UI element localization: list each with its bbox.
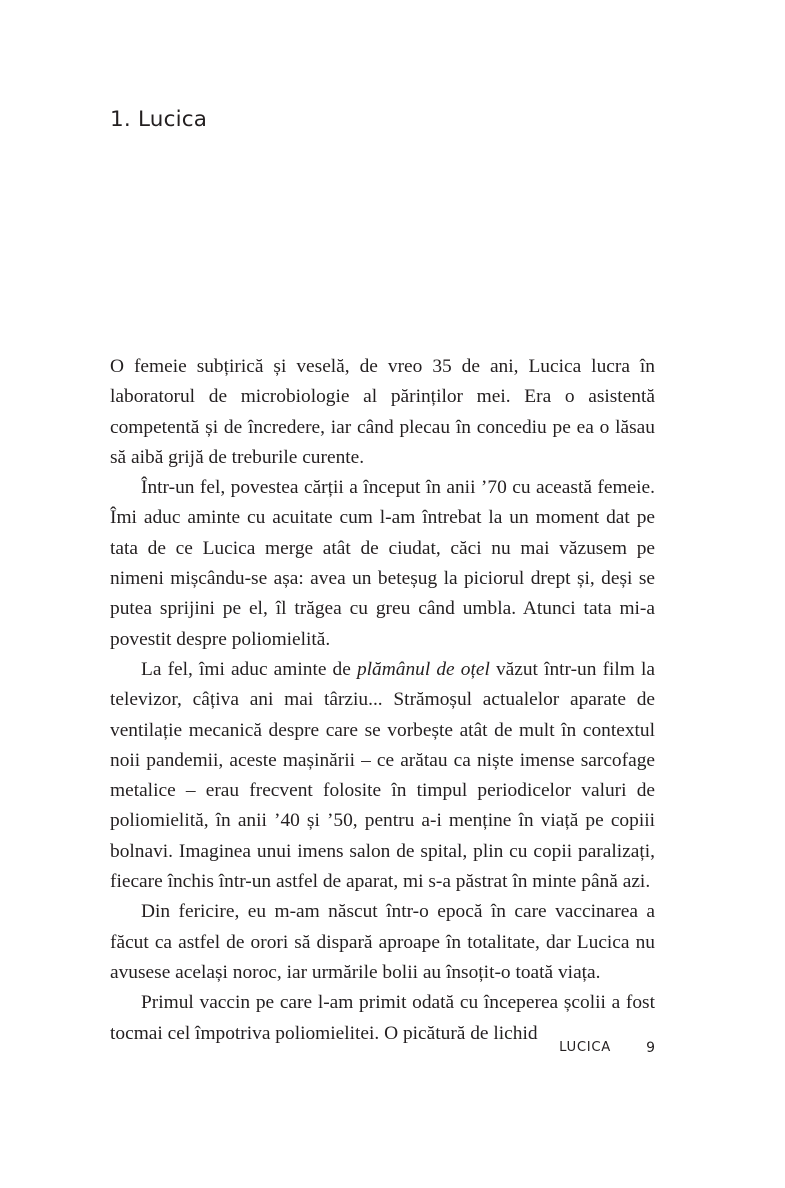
paragraph-3-prefix: La fel, îmi aduc aminte de bbox=[141, 658, 357, 680]
page-number: 9 bbox=[646, 1040, 655, 1056]
paragraph-3-suffix: văzut într-un film la televizor, câțiva ani mai târziu... Strămoșul actualelor aparate de ventilație mecanică despre care se vorbește atât de mult în contextul noii pandemii, aceste mașinării – ce arătau ca niște imense sarcofage metalice – erau frecvent folosite în timpul periodicelor valuri de poliomielită, în anii ’40 și ’50, pentru a-i menține în viață pe copiii bolnavi. Imaginea unui imens salon de spital, plin cu copii paralizați, fiecare închis într-un astfel de aparat, mi s-a păstrat în minte până azi. bbox=[110, 658, 655, 893]
page-title: 1. Lucica bbox=[110, 107, 208, 133]
body-text bbox=[110, 352, 655, 1049]
paragraph-2: Într-un fel, povestea cărții a început în anii ’70 cu această femeie. Îmi aduc aminte cu acuitate cum l-am întrebat la un moment dat pe tata de ce Lucica merge atât de ciudat, căci nu mai văzusem pe nimeni mișcându-se așa: avea un beteșug la piciorul drept și, deși se putea sprijini pe el, îl trăgea cu greu când umbla. Atunci tata mi-a povestit despre poliomielită. bbox=[110, 477, 655, 650]
paragraph-1: O femeie subțirică și veselă, de vreo 35 de ani, Lucica lucra în laboratorul de microbiologie al părinților mei. Era o asistentă competentă și de încredere, iar când plecau în concediu pe ea o lăsau să aibă grijă de treburile curente. bbox=[110, 356, 655, 468]
paragraph-3 bbox=[110, 655, 655, 897]
paragraph-5: Primul vaccin pe care l-am primit odată cu începerea școlii a fost tocmai cel împotriva poliomielitei. O picătură de lichid bbox=[110, 992, 655, 1044]
paragraph-3-emphasis: plămânul de oțel bbox=[356, 658, 490, 680]
page-footer bbox=[110, 1040, 655, 1062]
running-head: LUCICA bbox=[559, 1040, 611, 1055]
paragraph-4: Din fericire, eu m-am născut într-o epocă în care vaccinarea a făcut ca astfel de orori să dispară aproape în totalitate, dar Lucica nu avusese același noroc, iar urmările bolii au însoțit-o toată viața. bbox=[110, 901, 655, 983]
